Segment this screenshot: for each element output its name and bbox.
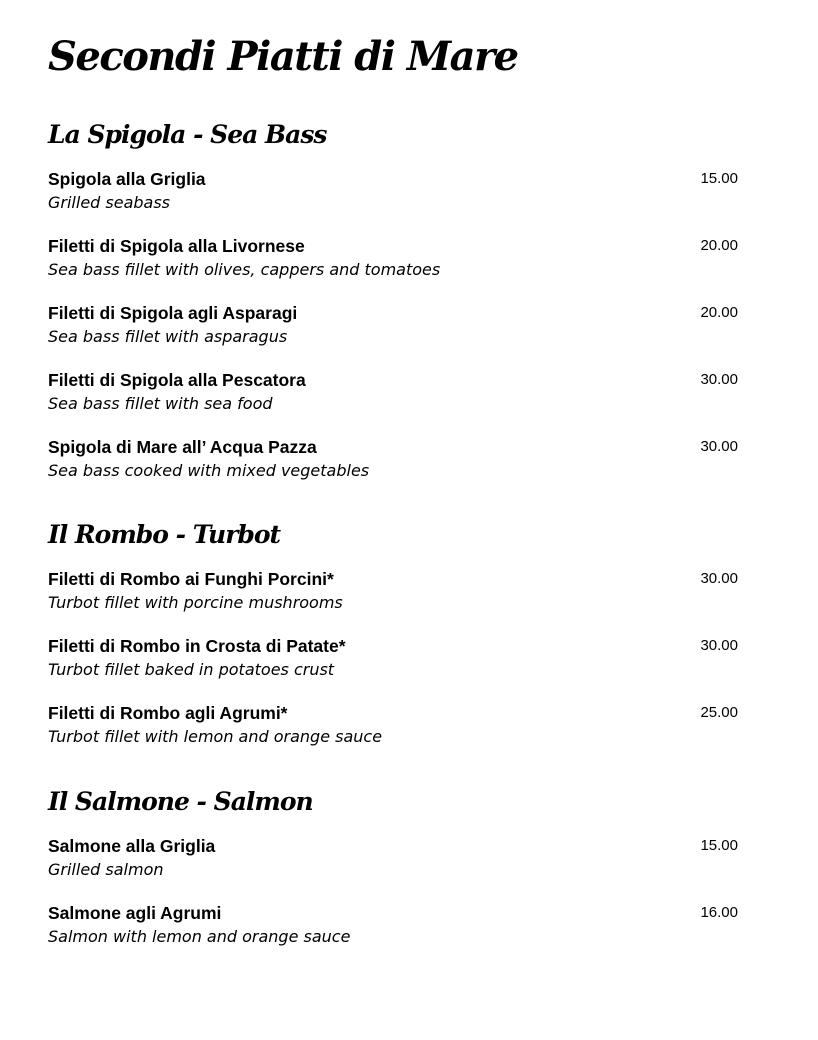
item-price: 30.00: [700, 371, 738, 388]
item-price: 30.00: [700, 570, 738, 587]
menu-item-text: [48, 701, 382, 749]
section-sea-bass: [48, 117, 738, 502]
menu-item-list: [48, 567, 738, 768]
menu-item: [48, 634, 738, 701]
menu-item: [48, 167, 738, 234]
section-title: Il Rombo - Turbot: [48, 520, 281, 549]
item-description: Sea bass cooked with mixed vegetables: [48, 461, 370, 480]
menu-item-text: [48, 634, 346, 682]
menu-item: [48, 435, 738, 502]
menu-item-text: [48, 368, 306, 416]
menu-item: [48, 901, 738, 968]
item-name: Salmone agli Agrumi: [48, 903, 222, 923]
item-description: Grilled salmon: [48, 860, 164, 879]
section-salmon: [48, 784, 738, 968]
section-title: La Spigola - Sea Bass: [48, 120, 327, 149]
item-price: 30.00: [700, 438, 738, 455]
menu-item: [48, 567, 738, 634]
item-description: Sea bass fillet with sea food: [48, 394, 273, 413]
item-name: Spigola alla Griglia: [48, 169, 206, 189]
item-description: Salmon with lemon and orange sauce: [48, 927, 351, 946]
item-price: 15.00: [700, 837, 738, 854]
menu-item-list: [48, 834, 738, 968]
item-description: Sea bass fillet with olives, cappers and tomatoes: [48, 260, 441, 279]
menu-item: [48, 301, 738, 368]
item-name: Filetti di Rombo ai Funghi Porcini*: [48, 569, 334, 589]
menu-item-text: [48, 901, 350, 949]
page-title: Secondi Piatti di Mare: [48, 33, 518, 80]
menu-item-text: [48, 435, 369, 483]
item-price: 16.00: [700, 904, 738, 921]
item-price: 20.00: [700, 304, 738, 321]
menu-item-text: [48, 234, 440, 282]
section-turbot: [48, 517, 738, 768]
menu-item-text: [48, 834, 215, 882]
item-price: 15.00: [700, 170, 738, 187]
item-price: 20.00: [700, 237, 738, 254]
item-price: 25.00: [700, 704, 738, 721]
item-name: Filetti di Rombo agli Agrumi*: [48, 703, 288, 723]
section-title: Il Salmone - Salmon: [48, 787, 313, 816]
item-name: Salmone alla Griglia: [48, 836, 216, 856]
menu-item-list: [48, 167, 738, 502]
item-price: 30.00: [700, 637, 738, 654]
item-name: Filetti di Rombo in Crosta di Patate*: [48, 636, 346, 656]
menu-item: [48, 834, 738, 901]
item-description: Turbot fillet with porcine mushrooms: [48, 593, 343, 612]
menu-item-text: [48, 167, 206, 215]
item-name: Filetti di Spigola agli Asparagi: [48, 303, 298, 323]
item-name: Filetti di Spigola alla Pescatora: [48, 370, 306, 390]
item-description: Grilled seabass: [48, 193, 171, 212]
item-description: Sea bass fillet with asparagus: [48, 327, 288, 346]
menu-item: [48, 234, 738, 301]
item-name: Spigola di Mare all’ Acqua Pazza: [48, 437, 317, 457]
item-name: Filetti di Spigola alla Livornese: [48, 236, 305, 256]
menu-item: [48, 368, 738, 435]
menu-item-text: [48, 567, 343, 615]
item-description: Turbot fillet baked in potatoes crust: [48, 660, 335, 679]
menu-item: [48, 701, 738, 768]
item-description: Turbot fillet with lemon and orange sauce: [48, 727, 383, 746]
menu-item-text: [48, 301, 297, 349]
